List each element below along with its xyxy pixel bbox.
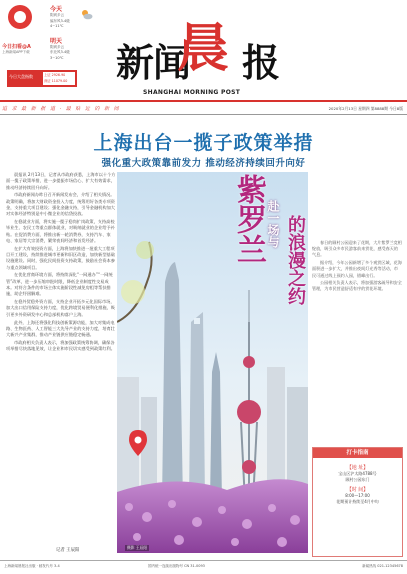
sidebar-line: 顾村公园东门: [345, 477, 370, 482]
sidebar-section-label: 【时 间】: [346, 487, 369, 493]
stock-index-box: [7, 70, 77, 87]
footer-rule: [0, 560, 407, 561]
weather-tomorrow-line: 3~10℃: [50, 55, 64, 60]
weather-tomorrow-line: 东北风3-4级: [50, 50, 70, 54]
masthead: [0, 0, 407, 118]
seal-icon: [8, 5, 32, 29]
photo-title-vertical: 紫罗兰: [231, 174, 266, 264]
stock-row: 上证 2926.90: [44, 73, 66, 77]
main-headline: 上海出台一揽子政策举措: [93, 132, 314, 154]
weather-today-line: 阴到多云: [50, 13, 64, 17]
scan-label: 今日扫看@A: [2, 44, 31, 50]
dateline: 2020年2月13日 星期四 第8888期 今日8版: [328, 106, 403, 111]
sub-headline: 强化重大政策靠前发力 推动经济持续回升向好: [101, 158, 306, 169]
stock-row: 深证 11079.00: [44, 79, 68, 83]
side-article-paragraph: 春日的顾村公园迎来了花期，大片紫罗兰竞相绽放，吸引众多市民游客前来赏花，感受春天的气息。: [312, 240, 402, 258]
weather-today-line: 偏东风3-4级: [50, 18, 70, 23]
article-paragraph: 此外，上海还将强化科技创新策源功能，加大对集成电路、生物医药、人工智能三大先导产业的支持力度，培育壮大新兴产业集群，推动产业链供应链稳定畅通。: [6, 319, 115, 338]
photo-subtitle-vertical: 的浪漫之约: [285, 215, 306, 305]
side-article-column: [312, 240, 402, 440]
byline: 记者 王辰阳: [56, 548, 80, 553]
masthead-title-right: 报: [242, 40, 280, 85]
sidebar-section-label: 【地 址】: [346, 465, 369, 471]
weather-today-label: 今天: [50, 6, 63, 13]
sidebar-line: 宝山区沪太路4788号: [338, 471, 377, 476]
masthead-rule: [0, 114, 407, 115]
masthead-title-big: 晨: [177, 18, 230, 79]
article-paragraph: 市政府相关负责人表示，将加强政策统筹协调，确保各项举措尽快落地见效，让企业和市民切实感受到政策红利。: [6, 339, 115, 352]
side-article-paragraph: 公园相关负责人表示，将加强游客疏导和安全管理，为市民营造舒适有序的赏花环境。: [312, 280, 402, 292]
weather-panel: [50, 4, 94, 61]
article-paragraph: 在扩大有效投资方面，上海将加快推进一批重大工程项目开工建设，持续推进城市更新和旧区改造，加快新型基础设施建设。同时，强化民间投资支持政策，鼓励社会资本参与重点领域项目。: [6, 245, 115, 270]
sidebar-line: 8:00—17:00: [345, 493, 370, 498]
side-article-paragraph: 据介绍，今年公园新增了多个观赏区域，花海面积进一步扩大，并推出夜间灯光秀等活动，市民可通过线上预约入园，错峰出行。: [312, 260, 402, 278]
slogan: 追 求 最 新 报 道 · 最 贴 近 的 新 闻: [2, 106, 121, 112]
cloudy-weather-icon: [80, 8, 93, 21]
article-paragraph: 市政府新闻办昨日召开新闻发布会，介绍了相关情况。政策明确，将加大财政资金投入力度，统筹用好各类专项资金，支持重大项目建设；强化金融支持，引导金融机构加大对实体经济特别是中小微企业的信贷投放。: [6, 192, 115, 217]
weather-tomorrow-line: 阴到多云: [50, 44, 64, 49]
footer: [0, 563, 407, 572]
masthead-title-left: 新闻: [116, 40, 191, 85]
footer-right: 新闻热线 021-12345678: [362, 564, 403, 568]
photo-caption-vertical: 赴一场与: [266, 200, 280, 248]
weather-today-line: 4~11℃: [50, 24, 64, 28]
footer-middle: 国内统一连续出版物号 CN 31-0093: [148, 564, 205, 568]
article-paragraph: 在稳就业方面，将实施一揽子稳岗扩岗政策，支持高校毕业生、农民工等重点群体就业，对吸纳就业的企业给予补贴。在促消费方面，将推出新一轮消费券，支持汽车、家电、家居等大宗消费，繁荣夜间经济和首发经济。: [6, 219, 115, 243]
sidebar-line: 花期预计持续至4月中旬: [336, 499, 379, 504]
article-paragraph: 晨报讯 2月13日，记者从市政府获悉，上海市以十个方面一揽子政策举措，进一步提振市场信心、扩大有效需求，推动经济持续回升向好。: [6, 172, 116, 190]
info-sidebar: [312, 447, 403, 557]
footer-left: 上海新闻晨报社出版 · 邮发代号 3-4: [4, 564, 60, 568]
article-paragraph: 在稳外贸稳外资方面，支持企业开拓多元化国际市场，加大出口信用保险支持力度，优化跨境贸易便利化措施，吸引更多外资研发中心和总部机构落户上海。: [6, 299, 115, 317]
sidebar-heading: 打卡指南: [313, 448, 402, 458]
weather-tomorrow-label: 明天: [50, 37, 63, 45]
article-paragraph: 在优化营商环境方面，将持续深化“一网通办”“一网统管”改革，进一步压缩审批时限，降低企业制度性交易成本。对符合条件的市场主体实施阶段性减免房租等帮扶措施，助企纾困解难。: [6, 272, 113, 297]
photo-credit: 摄影 王辰阳: [127, 545, 148, 550]
article-column: [6, 172, 116, 544]
stock-index-tag: 今日大盘指数: [9, 74, 33, 79]
scan-sub: 上海新闻APP下载: [2, 50, 30, 54]
newspaper-seal-logo: [3, 5, 39, 37]
masthead-divider: [0, 100, 407, 102]
masthead-title-en: SHANGHAI MORNING POST: [143, 89, 241, 96]
